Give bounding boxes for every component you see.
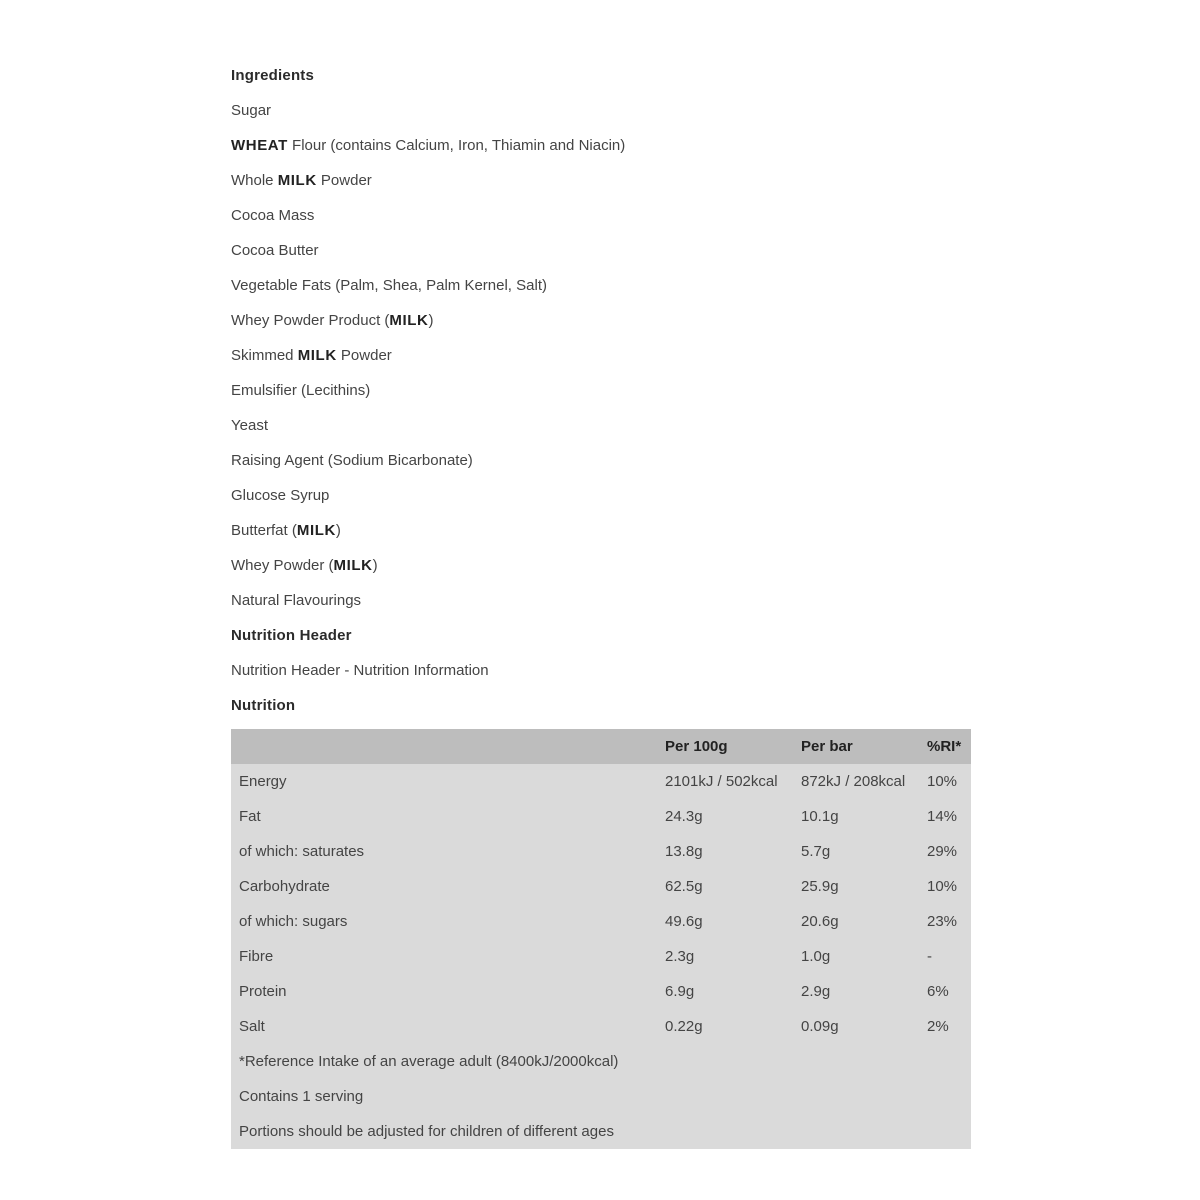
nutrient-name: Energy (239, 773, 287, 790)
ingredients-list (231, 97, 971, 622)
per-bar-value: 5.7g (801, 843, 831, 860)
ingredient-text: ) (335, 522, 341, 539)
ingredient-text: Cocoa Butter (231, 242, 319, 259)
ingredient-text: ) (372, 557, 378, 574)
per-bar-value: 1.0g (801, 948, 831, 965)
nutrient-name: Carbohydrate (239, 878, 330, 895)
ri-value: 6% (927, 983, 949, 1000)
ingredient-text: Emulsifier (Lecithins) (231, 382, 371, 399)
table-note-row (231, 1114, 971, 1149)
ingredient-item (231, 167, 971, 202)
per-100g-value: 6.9g (665, 983, 695, 1000)
ri-value: - (927, 948, 932, 965)
ri-value: 29% (927, 843, 958, 860)
ingredient-text: Natural Flavourings (231, 592, 362, 609)
table-note: Contains 1 serving (239, 1088, 364, 1105)
ingredient-text: Flour (contains Calcium, Iron, Thiamin and Niacin) (287, 137, 626, 154)
per-100g-value: 2.3g (665, 948, 695, 965)
nutrient-name: of which: saturates (239, 843, 365, 860)
ingredient-item (231, 517, 971, 552)
per-100g-value: 2101kJ / 502kcal (665, 773, 778, 790)
per-bar-value: 25.9g (801, 878, 839, 895)
nutrition-table (231, 729, 971, 1149)
ingredient-text: Skimmed (231, 347, 298, 364)
ingredient-text: Whole (231, 172, 278, 189)
column-header-ri: %RI* (927, 738, 962, 755)
ingredient-text: Yeast (231, 417, 268, 434)
ingredient-text: Cocoa Mass (231, 207, 315, 224)
ingredient-text: ) (428, 312, 434, 329)
allergen-text: MILK (333, 557, 373, 574)
ingredient-item (231, 307, 971, 342)
per-100g-value: 62.5g (665, 878, 703, 895)
nutrition-header-heading: Nutrition Header (231, 627, 352, 644)
nutrient-name: Fibre (239, 948, 274, 965)
product-info (231, 62, 971, 727)
allergen-text: MILK (296, 522, 336, 539)
ingredient-text: Raising Agent (Sodium Bicarbonate) (231, 452, 473, 469)
column-header-nutrient (231, 729, 649, 764)
ingredient-text: Butterfat ( (231, 522, 297, 539)
ingredient-item (231, 412, 971, 447)
allergen-text: MILK (277, 172, 317, 189)
ri-value: 2% (927, 1018, 949, 1035)
ingredient-item (231, 377, 971, 412)
ingredient-text: Powder (316, 172, 372, 189)
per-bar-value: 10.1g (801, 808, 839, 825)
allergen-text: MILK (297, 347, 337, 364)
ingredient-item (231, 97, 971, 132)
ingredient-item (231, 587, 971, 622)
table-note: *Reference Intake of an average adult (8400kJ/2000kcal) (239, 1053, 619, 1070)
nutrient-name: of which: sugars (239, 913, 348, 930)
ingredient-text: Sugar (231, 102, 272, 119)
nutrition-table-header (231, 729, 971, 764)
table-row (231, 834, 971, 869)
ri-value: 23% (927, 913, 958, 930)
ingredient-text: Vegetable Fats (Palm, Shea, Palm Kernel, Salt) (231, 277, 547, 294)
table-row (231, 1009, 971, 1044)
nutrition-header-text: Nutrition Header - Nutrition Information (231, 662, 489, 679)
table-row (231, 904, 971, 939)
per-bar-value: 0.09g (801, 1018, 839, 1035)
ingredient-item (231, 272, 971, 307)
ingredient-item (231, 342, 971, 377)
column-header-per-100g: Per 100g (665, 738, 728, 755)
nutrient-name: Protein (239, 983, 287, 1000)
nutrient-name: Salt (239, 1018, 265, 1035)
table-note-row (231, 1079, 971, 1114)
nutrient-name: Fat (239, 808, 261, 825)
ingredient-item (231, 482, 971, 517)
ingredient-text: Whey Powder ( (231, 557, 334, 574)
table-row (231, 764, 971, 799)
table-row (231, 974, 971, 1009)
table-row (231, 869, 971, 904)
per-bar-value: 20.6g (801, 913, 839, 930)
table-note: Portions should be adjusted for children of different ages (239, 1123, 614, 1140)
ri-value: 14% (927, 808, 958, 825)
per-100g-value: 13.8g (665, 843, 703, 860)
allergen-text: MILK (389, 312, 429, 329)
ingredient-item (231, 447, 971, 482)
ingredient-text: Powder (336, 347, 392, 364)
per-100g-value: 24.3g (665, 808, 703, 825)
nutrition-table-body (231, 764, 971, 1149)
ri-value: 10% (927, 878, 958, 895)
ingredient-item (231, 132, 971, 167)
table-row (231, 799, 971, 834)
table-note-row (231, 1044, 971, 1079)
ri-value: 10% (927, 773, 958, 790)
per-100g-value: 0.22g (665, 1018, 703, 1035)
per-100g-value: 49.6g (665, 913, 703, 930)
ingredient-item (231, 237, 971, 272)
allergen-text: WHEAT (231, 137, 288, 154)
ingredient-item (231, 552, 971, 587)
per-bar-value: 2.9g (801, 983, 831, 1000)
ingredient-text: Glucose Syrup (231, 487, 330, 504)
nutrition-heading: Nutrition (231, 697, 296, 714)
ingredients-heading: Ingredients (231, 67, 315, 84)
column-header-per-bar: Per bar (801, 738, 853, 755)
per-bar-value: 872kJ / 208kcal (801, 773, 906, 790)
ingredient-item (231, 202, 971, 237)
ingredient-text: Whey Powder Product ( (231, 312, 390, 329)
table-row (231, 939, 971, 974)
